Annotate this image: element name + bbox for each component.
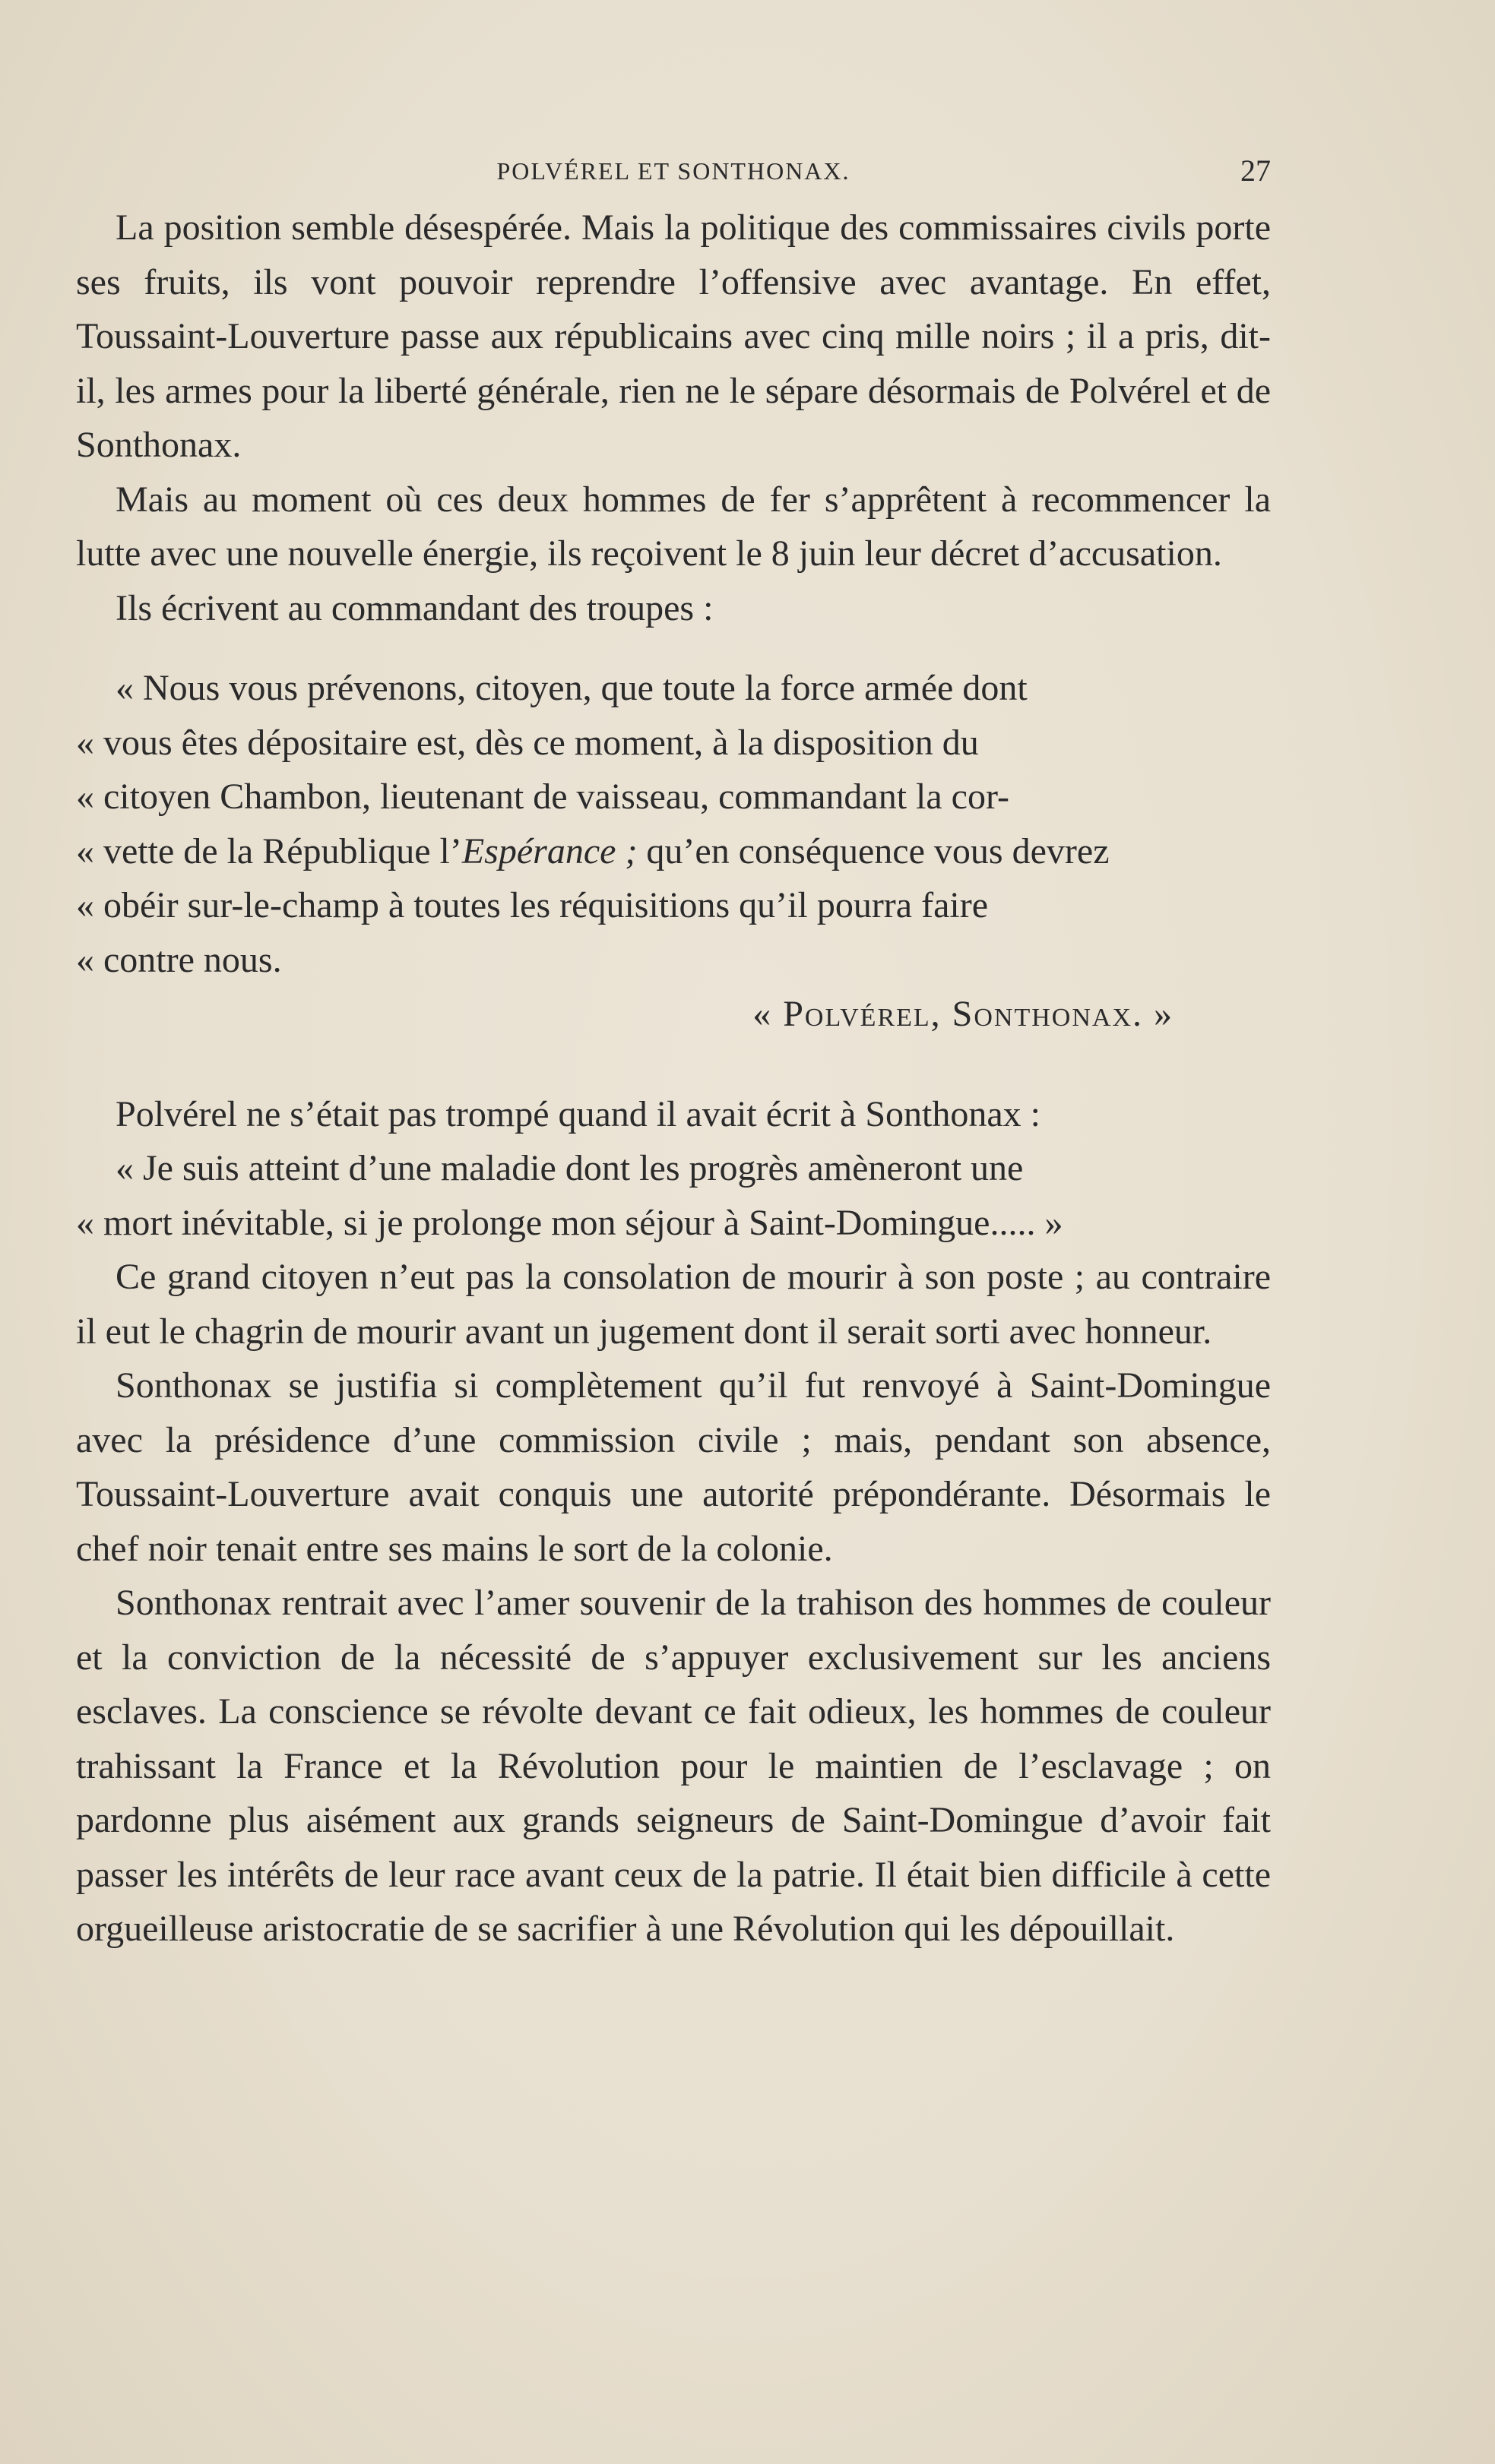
quote-line bbox=[76, 824, 1271, 879]
paragraph: Sonthonax rentrait avec l’amer souvenir de la trahison des hommes de couleur et la conviction de la nécessité de s’appuyer exclusivement sur les anciens esclaves. La conscience se révolte devant ce fait odieux, les hommes de couleur trahissant la France et la Révolution pour le maintien de l’esclavage ; on pardonne plus aisément aux grands seigneurs de Saint-Domingue d’avoir fait passer les intérêts de leur race avant ceux de la patrie. Il était bien difficile à cette orgueilleuse aristocratie de se sacrifier à une Révolution qui les dépouillait. bbox=[76, 1583, 1271, 1949]
quote-text: « vette de la République l’ bbox=[76, 830, 462, 871]
quote-text: qu’en conséquence vous devrez bbox=[637, 830, 1110, 871]
paragraph: Ce grand citoyen n’eut pas la consolation de mourir à son poste ; au contraire il eut le chagrin de mourir avant un jugement dont il serait sorti avec honneur. bbox=[76, 1257, 1271, 1352]
quote-line: « obéir sur-le-champ à toutes les réquisitions qu’il pourra faire bbox=[76, 885, 988, 925]
spacer bbox=[76, 635, 1271, 661]
paragraph: Sonthonax se justifia si complètement qu’il fut renvoyé à Saint-Domingue avec la présidence d’une commission civile ; mais, pendant son absence, Toussaint-Louverture avait conquis une autorité prépondérante. Désormais le chef noir tenait entre ses mains le sort de la colonie. bbox=[76, 1365, 1271, 1569]
quote-line: « mort inévitable, si je prolonge mon séjour à Saint-Domingue..... » bbox=[76, 1202, 1063, 1243]
paragraph: La position semble désespérée. Mais la politique des commissaires civils porte ses fruits, ils vont pouvoir reprendre l’offensive avec avantage. En effet, Toussaint-Louverture passe aux républicains avec cinq mille noirs ; il a pris, dit-il, les armes pour la liberté générale, rien ne le sépare désormais de Polvérel et de Sonthonax. bbox=[76, 207, 1271, 465]
quote-line: « Nous vous prévenons, citoyen, que toute la force armée dont bbox=[116, 668, 1028, 708]
paragraph: Ils écrivent au commandant des troupes : bbox=[116, 587, 714, 628]
running-title: POLVÉREL ET SONTHONAX. bbox=[496, 157, 850, 185]
spacer bbox=[76, 1042, 1271, 1087]
paragraph: Polvérel ne s’était pas trompé quand il avait écrit à Sonthonax : bbox=[116, 1093, 1040, 1134]
quote-line: « vous êtes dépositaire est, dès ce moment, à la disposition du bbox=[76, 722, 979, 763]
page-number: 27 bbox=[1240, 153, 1271, 188]
ship-name: Espérance ; bbox=[461, 830, 638, 871]
block-quote bbox=[76, 661, 1271, 1042]
quote-signature: « Polvérel, Sonthonax. » bbox=[752, 994, 1174, 1034]
quote-line: « contre nous. bbox=[76, 939, 282, 980]
page-text-block bbox=[76, 144, 1271, 1956]
quote-line: « Je suis atteint d’une maladie dont les progrès amèneront une bbox=[116, 1148, 1024, 1188]
quote-line: « citoyen Chambon, lieutenant de vaisseau, commandant la cor- bbox=[76, 777, 1009, 817]
page-header bbox=[76, 144, 1271, 198]
paragraph: Mais au moment où ces deux hommes de fer s’apprêtent à recommencer la lutte avec une nouvelle énergie, ils reçoivent le 8 juin leur décret d’accusation. bbox=[76, 479, 1271, 574]
